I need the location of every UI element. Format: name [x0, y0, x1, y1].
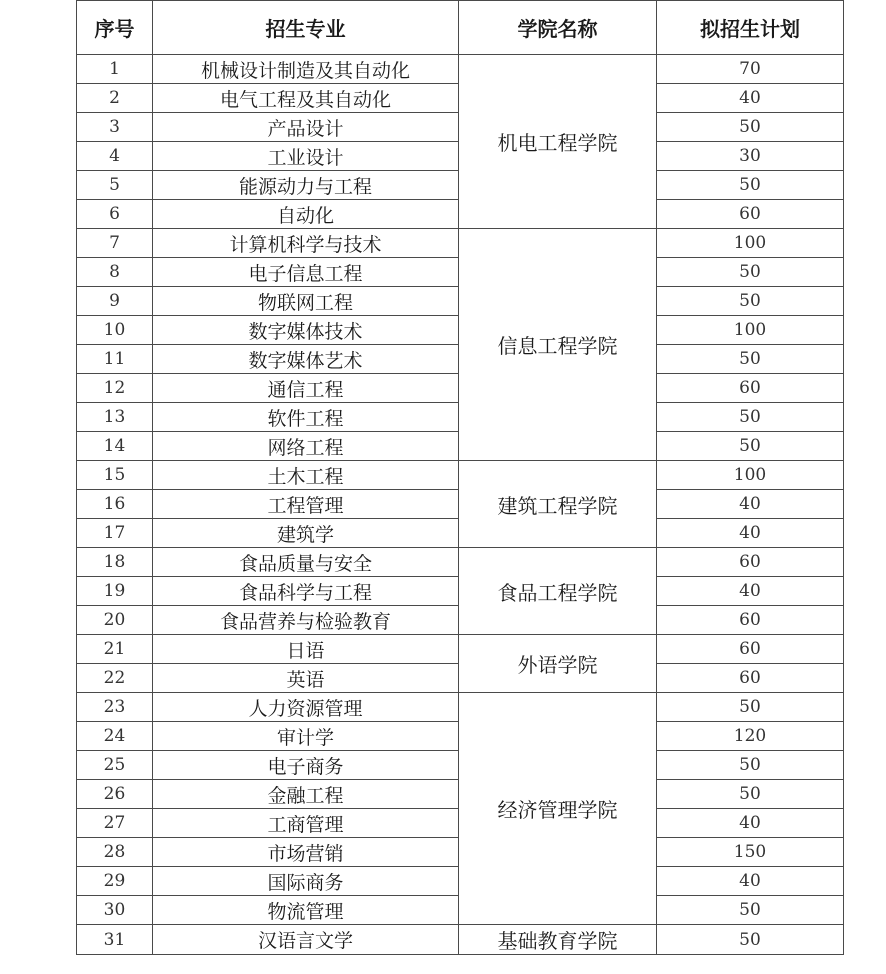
major-name: 软件工程 [153, 403, 459, 432]
enrollment-plan: 50 [657, 432, 844, 461]
row-index: 16 [77, 490, 153, 519]
row-index: 31 [77, 925, 153, 955]
enrollment-plan: 50 [657, 113, 844, 142]
major-name: 日语 [153, 635, 459, 664]
row-index: 8 [77, 258, 153, 287]
row-index: 14 [77, 432, 153, 461]
row-index: 13 [77, 403, 153, 432]
table-row [77, 55, 844, 84]
row-index: 12 [77, 374, 153, 403]
enrollment-plan: 50 [657, 693, 844, 722]
row-index: 23 [77, 693, 153, 722]
enrollment-plan: 50 [657, 345, 844, 374]
row-index: 9 [77, 287, 153, 316]
major-name: 数字媒体艺术 [153, 345, 459, 374]
enrollment-plan: 100 [657, 461, 844, 490]
table-row [77, 548, 844, 577]
enrollment-plan: 50 [657, 896, 844, 925]
major-name: 建筑学 [153, 519, 459, 548]
table-row [77, 693, 844, 722]
major-name: 物流管理 [153, 896, 459, 925]
row-index: 2 [77, 84, 153, 113]
major-name: 食品科学与工程 [153, 577, 459, 606]
row-index: 22 [77, 664, 153, 693]
major-name: 国际商务 [153, 867, 459, 896]
table-row [77, 925, 844, 955]
major-name: 网络工程 [153, 432, 459, 461]
row-index: 18 [77, 548, 153, 577]
row-index: 1 [77, 55, 153, 84]
college-name: 基础教育学院 [459, 925, 657, 955]
row-index: 17 [77, 519, 153, 548]
enrollment-plan: 60 [657, 548, 844, 577]
enrollment-plan: 40 [657, 809, 844, 838]
row-index: 3 [77, 113, 153, 142]
row-index: 30 [77, 896, 153, 925]
enrollment-plan: 50 [657, 751, 844, 780]
row-index: 11 [77, 345, 153, 374]
major-name: 英语 [153, 664, 459, 693]
row-index: 24 [77, 722, 153, 751]
row-index: 5 [77, 171, 153, 200]
enrollment-plan: 60 [657, 664, 844, 693]
college-name: 食品工程学院 [459, 548, 657, 635]
header-major: 招生专业 [153, 1, 459, 55]
major-name: 人力资源管理 [153, 693, 459, 722]
major-name: 电气工程及其自动化 [153, 84, 459, 113]
table-row [77, 229, 844, 258]
enrollment-plan: 50 [657, 287, 844, 316]
major-name: 机械设计制造及其自动化 [153, 55, 459, 84]
table-body [77, 55, 844, 955]
row-index: 10 [77, 316, 153, 345]
row-index: 27 [77, 809, 153, 838]
row-index: 21 [77, 635, 153, 664]
enrollment-plan: 60 [657, 374, 844, 403]
enrollment-plan: 40 [657, 577, 844, 606]
enrollment-plan: 50 [657, 780, 844, 809]
enrollment-plan: 100 [657, 229, 844, 258]
enrollment-plan: 60 [657, 635, 844, 664]
major-name: 计算机科学与技术 [153, 229, 459, 258]
major-name: 自动化 [153, 200, 459, 229]
table-row [77, 461, 844, 490]
major-name: 物联网工程 [153, 287, 459, 316]
enrollment-plan: 60 [657, 606, 844, 635]
row-index: 6 [77, 200, 153, 229]
major-name: 汉语言文学 [153, 925, 459, 955]
major-name: 工程管理 [153, 490, 459, 519]
header-index: 序号 [77, 1, 153, 55]
row-index: 4 [77, 142, 153, 171]
enrollment-plan: 120 [657, 722, 844, 751]
enrollment-plan: 60 [657, 200, 844, 229]
enrollment-plan: 150 [657, 838, 844, 867]
enrollment-plan: 50 [657, 258, 844, 287]
college-name: 外语学院 [459, 635, 657, 693]
major-name: 数字媒体技术 [153, 316, 459, 345]
enrollment-plan: 50 [657, 403, 844, 432]
enrollment-plan: 40 [657, 84, 844, 113]
major-name: 土木工程 [153, 461, 459, 490]
row-index: 15 [77, 461, 153, 490]
row-index: 25 [77, 751, 153, 780]
row-index: 19 [77, 577, 153, 606]
major-name: 能源动力与工程 [153, 171, 459, 200]
major-name: 通信工程 [153, 374, 459, 403]
row-index: 26 [77, 780, 153, 809]
enrollment-plan: 40 [657, 519, 844, 548]
enrollment-plan: 40 [657, 490, 844, 519]
major-name: 食品营养与检验教育 [153, 606, 459, 635]
row-index: 29 [77, 867, 153, 896]
major-name: 电子商务 [153, 751, 459, 780]
college-name: 经济管理学院 [459, 693, 657, 925]
major-name: 工商管理 [153, 809, 459, 838]
college-name: 信息工程学院 [459, 229, 657, 461]
row-index: 20 [77, 606, 153, 635]
enrollment-plan: 50 [657, 171, 844, 200]
major-name: 市场营销 [153, 838, 459, 867]
major-name: 审计学 [153, 722, 459, 751]
college-name: 机电工程学院 [459, 55, 657, 229]
major-name: 食品质量与安全 [153, 548, 459, 577]
row-index: 7 [77, 229, 153, 258]
enrollment-plan: 70 [657, 55, 844, 84]
header-row [77, 1, 844, 55]
enrollment-plan: 100 [657, 316, 844, 345]
major-name: 电子信息工程 [153, 258, 459, 287]
major-name: 产品设计 [153, 113, 459, 142]
header-plan: 拟招生计划 [657, 1, 844, 55]
enrollment-plan: 50 [657, 925, 844, 955]
college-name: 建筑工程学院 [459, 461, 657, 548]
header-college: 学院名称 [459, 1, 657, 55]
enrollment-plan: 30 [657, 142, 844, 171]
enrollment-plan: 40 [657, 867, 844, 896]
major-name: 金融工程 [153, 780, 459, 809]
enrollment-plan-table [76, 0, 844, 955]
row-index: 28 [77, 838, 153, 867]
major-name: 工业设计 [153, 142, 459, 171]
table-row [77, 635, 844, 664]
